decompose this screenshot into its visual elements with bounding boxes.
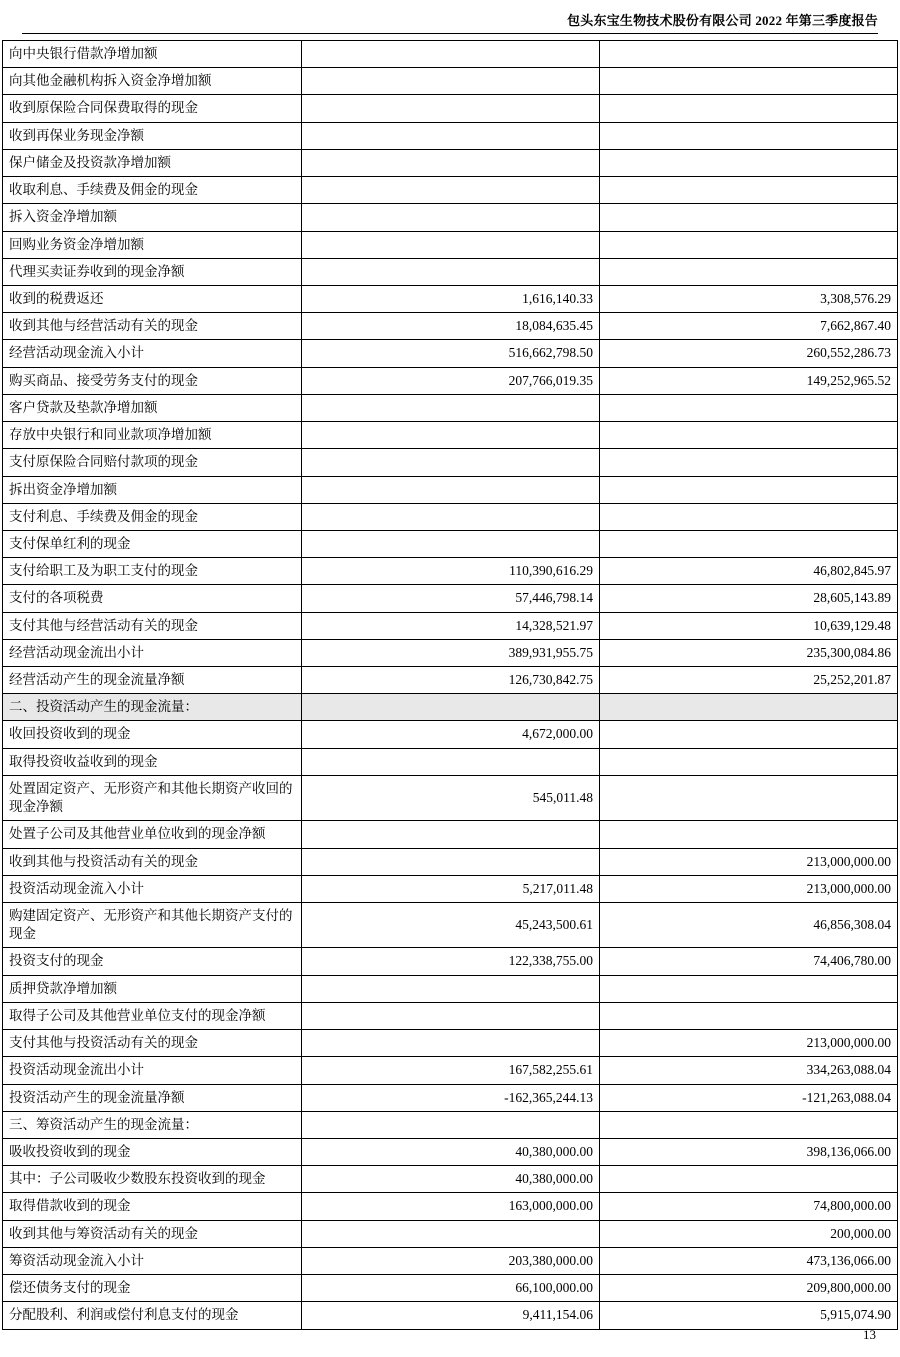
row-label: 支付其他与投资活动有关的现金 <box>3 1030 302 1057</box>
row-value-current: 45,243,500.61 <box>302 903 600 948</box>
row-value-current <box>302 476 600 503</box>
table-row <box>3 503 898 530</box>
row-label: 收到其他与投资活动有关的现金 <box>3 848 302 875</box>
table-row <box>3 875 898 902</box>
page-number: 13 <box>863 1327 876 1342</box>
row-value-current <box>302 530 600 557</box>
table-row <box>3 367 898 394</box>
table-row <box>3 612 898 639</box>
row-value-current: 66,100,000.00 <box>302 1275 600 1302</box>
row-label: 客户贷款及垫款净增加额 <box>3 394 302 421</box>
row-value-previous <box>600 258 898 285</box>
row-label: 经营活动产生的现金流量净额 <box>3 667 302 694</box>
row-value-current <box>302 68 600 95</box>
row-value-previous: 473,136,066.00 <box>600 1247 898 1274</box>
row-label: 支付的各项税费 <box>3 585 302 612</box>
row-label: 处置子公司及其他营业单位收到的现金净额 <box>3 821 302 848</box>
table-row <box>3 1084 898 1111</box>
row-value-current: 163,000,000.00 <box>302 1193 600 1220</box>
row-value-current <box>302 748 600 775</box>
row-value-current <box>302 694 600 721</box>
row-value-current: 110,390,616.29 <box>302 558 600 585</box>
table-row <box>3 1302 898 1329</box>
page-header: 包头东宝生物技术股份有限公司 2022 年第三季度报告 <box>567 13 878 28</box>
row-label: 支付给职工及为职工支付的现金 <box>3 558 302 585</box>
table-row <box>3 394 898 421</box>
row-label: 收到其他与经营活动有关的现金 <box>3 313 302 340</box>
row-label: 支付保单红利的现金 <box>3 530 302 557</box>
row-value-previous <box>600 775 898 820</box>
row-value-current <box>302 177 600 204</box>
table-row <box>3 1220 898 1247</box>
row-value-current <box>302 41 600 68</box>
row-label: 购建固定资产、无形资产和其他长期资产支付的现金 <box>3 903 302 948</box>
row-label: 分配股利、利润或偿付利息支付的现金 <box>3 1302 302 1329</box>
row-value-current <box>302 394 600 421</box>
row-label: 拆出资金净增加额 <box>3 476 302 503</box>
row-value-current: 5,217,011.48 <box>302 875 600 902</box>
row-value-current: 122,338,755.00 <box>302 948 600 975</box>
row-value-current <box>302 449 600 476</box>
row-label: 处置固定资产、无形资产和其他长期资产收回的现金净额 <box>3 775 302 820</box>
row-label: 收回投资收到的现金 <box>3 721 302 748</box>
row-value-previous <box>600 231 898 258</box>
row-label: 保户储金及投资款净增加额 <box>3 149 302 176</box>
row-label: 偿还债务支付的现金 <box>3 1275 302 1302</box>
row-value-current: -162,365,244.13 <box>302 1084 600 1111</box>
row-label: 支付原保险合同赔付款项的现金 <box>3 449 302 476</box>
row-value-previous: 213,000,000.00 <box>600 848 898 875</box>
row-value-previous: 213,000,000.00 <box>600 875 898 902</box>
row-value-current: 9,411,154.06 <box>302 1302 600 1329</box>
row-value-previous <box>600 449 898 476</box>
row-value-previous: 5,915,074.90 <box>600 1302 898 1329</box>
row-value-previous <box>600 1111 898 1138</box>
row-value-previous <box>600 95 898 122</box>
row-label: 购买商品、接受劳务支付的现金 <box>3 367 302 394</box>
row-label: 经营活动现金流入小计 <box>3 340 302 367</box>
table-row <box>3 449 898 476</box>
row-value-previous: 235,300,084.86 <box>600 639 898 666</box>
row-value-previous <box>600 503 898 530</box>
row-value-previous <box>600 1002 898 1029</box>
table-row <box>3 775 898 820</box>
cash-flow-table <box>2 40 898 1330</box>
row-value-previous <box>600 748 898 775</box>
row-value-previous <box>600 821 898 848</box>
row-value-current <box>302 503 600 530</box>
table-row <box>3 1166 898 1193</box>
row-value-current <box>302 204 600 231</box>
row-label: 收取利息、手续费及佣金的现金 <box>3 177 302 204</box>
row-label: 拆入资金净增加额 <box>3 204 302 231</box>
row-label: 三、筹资活动产生的现金流量： <box>3 1111 302 1138</box>
row-label: 投资支付的现金 <box>3 948 302 975</box>
row-value-previous <box>600 694 898 721</box>
table-row <box>3 41 898 68</box>
table-row <box>3 1030 898 1057</box>
row-value-previous <box>600 530 898 557</box>
row-label: 收到再保业务现金净额 <box>3 122 302 149</box>
table-row <box>3 422 898 449</box>
row-value-previous: 209,800,000.00 <box>600 1275 898 1302</box>
table-row <box>3 1138 898 1165</box>
row-label: 经营活动现金流出小计 <box>3 639 302 666</box>
row-value-previous: 398,136,066.00 <box>600 1138 898 1165</box>
table-row <box>3 149 898 176</box>
table-row <box>3 558 898 585</box>
row-value-current <box>302 258 600 285</box>
row-label: 二、投资活动产生的现金流量： <box>3 694 302 721</box>
row-value-current <box>302 122 600 149</box>
row-value-previous: 200,000.00 <box>600 1220 898 1247</box>
row-label: 存放中央银行和同业款项净增加额 <box>3 422 302 449</box>
row-value-previous <box>600 204 898 231</box>
row-value-previous: 74,800,000.00 <box>600 1193 898 1220</box>
table-row <box>3 313 898 340</box>
row-label: 投资活动现金流入小计 <box>3 875 302 902</box>
row-value-previous: -121,263,088.04 <box>600 1084 898 1111</box>
row-value-previous <box>600 177 898 204</box>
header-divider <box>22 33 878 34</box>
row-label: 支付利息、手续费及佣金的现金 <box>3 503 302 530</box>
row-label: 收到的税费返还 <box>3 285 302 312</box>
table-row <box>3 821 898 848</box>
row-label: 筹资活动现金流入小计 <box>3 1247 302 1274</box>
row-value-current: 57,446,798.14 <box>302 585 600 612</box>
row-value-current <box>302 231 600 258</box>
row-value-previous: 260,552,286.73 <box>600 340 898 367</box>
row-value-current <box>302 422 600 449</box>
row-value-previous: 74,406,780.00 <box>600 948 898 975</box>
row-value-previous: 3,308,576.29 <box>600 285 898 312</box>
table-row <box>3 476 898 503</box>
table-row <box>3 122 898 149</box>
row-value-current: 167,582,255.61 <box>302 1057 600 1084</box>
cash-flow-table-body <box>3 41 898 1330</box>
row-value-current: 40,380,000.00 <box>302 1138 600 1165</box>
row-value-previous: 334,263,088.04 <box>600 1057 898 1084</box>
table-row <box>3 948 898 975</box>
table-row <box>3 258 898 285</box>
row-value-current: 203,380,000.00 <box>302 1247 600 1274</box>
row-label: 向中央银行借款净增加额 <box>3 41 302 68</box>
row-value-current <box>302 821 600 848</box>
row-value-current: 207,766,019.35 <box>302 367 600 394</box>
row-value-previous <box>600 394 898 421</box>
row-value-current <box>302 95 600 122</box>
row-value-current: 40,380,000.00 <box>302 1166 600 1193</box>
row-value-previous <box>600 721 898 748</box>
row-label: 向其他金融机构拆入资金净增加额 <box>3 68 302 95</box>
table-row <box>3 721 898 748</box>
row-value-current: 516,662,798.50 <box>302 340 600 367</box>
row-label: 其中：子公司吸收少数股东投资收到的现金 <box>3 1166 302 1193</box>
table-row <box>3 848 898 875</box>
row-value-current <box>302 975 600 1002</box>
table-row <box>3 585 898 612</box>
row-value-current: 14,328,521.97 <box>302 612 600 639</box>
table-row <box>3 95 898 122</box>
row-value-previous: 213,000,000.00 <box>600 1030 898 1057</box>
row-value-previous: 149,252,965.52 <box>600 367 898 394</box>
table-row <box>3 903 898 948</box>
table-row <box>3 1002 898 1029</box>
row-value-previous: 10,639,129.48 <box>600 612 898 639</box>
row-value-current <box>302 1002 600 1029</box>
table-row <box>3 177 898 204</box>
table-row <box>3 1247 898 1274</box>
row-label: 收到原保险合同保费取得的现金 <box>3 95 302 122</box>
row-value-current <box>302 848 600 875</box>
row-label: 投资活动现金流出小计 <box>3 1057 302 1084</box>
table-row <box>3 204 898 231</box>
row-label: 取得投资收益收到的现金 <box>3 748 302 775</box>
row-value-previous <box>600 422 898 449</box>
row-value-current: 1,616,140.33 <box>302 285 600 312</box>
row-value-current: 126,730,842.75 <box>302 667 600 694</box>
table-row <box>3 667 898 694</box>
row-value-previous: 46,856,308.04 <box>600 903 898 948</box>
row-value-current <box>302 1030 600 1057</box>
row-label: 回购业务资金净增加额 <box>3 231 302 258</box>
row-label: 收到其他与筹资活动有关的现金 <box>3 1220 302 1247</box>
row-value-previous: 25,252,201.87 <box>600 667 898 694</box>
table-row <box>3 530 898 557</box>
row-label: 投资活动产生的现金流量净额 <box>3 1084 302 1111</box>
row-label: 支付其他与经营活动有关的现金 <box>3 612 302 639</box>
row-value-previous: 28,605,143.89 <box>600 585 898 612</box>
row-value-current <box>302 1220 600 1247</box>
row-value-previous <box>600 476 898 503</box>
row-label: 吸收投资收到的现金 <box>3 1138 302 1165</box>
table-row <box>3 1111 898 1138</box>
table-row <box>3 1275 898 1302</box>
table-row <box>3 1057 898 1084</box>
table-row <box>3 1193 898 1220</box>
table-row <box>3 975 898 1002</box>
table-row <box>3 68 898 95</box>
table-row <box>3 231 898 258</box>
row-value-current <box>302 149 600 176</box>
row-value-previous <box>600 975 898 1002</box>
row-value-previous: 7,662,867.40 <box>600 313 898 340</box>
row-value-current: 545,011.48 <box>302 775 600 820</box>
row-label: 取得子公司及其他营业单位支付的现金净额 <box>3 1002 302 1029</box>
row-label: 质押贷款净增加额 <box>3 975 302 1002</box>
row-label: 代理买卖证券收到的现金净额 <box>3 258 302 285</box>
row-label: 取得借款收到的现金 <box>3 1193 302 1220</box>
table-row <box>3 639 898 666</box>
row-value-current: 389,931,955.75 <box>302 639 600 666</box>
row-value-previous <box>600 122 898 149</box>
table-row <box>3 285 898 312</box>
table-row <box>3 340 898 367</box>
row-value-previous <box>600 41 898 68</box>
row-value-current: 18,084,635.45 <box>302 313 600 340</box>
row-value-previous <box>600 68 898 95</box>
row-value-previous <box>600 1166 898 1193</box>
table-row <box>3 694 898 721</box>
row-value-current <box>302 1111 600 1138</box>
table-row <box>3 748 898 775</box>
row-value-current: 4,672,000.00 <box>302 721 600 748</box>
row-value-previous: 46,802,845.97 <box>600 558 898 585</box>
row-value-previous <box>600 149 898 176</box>
